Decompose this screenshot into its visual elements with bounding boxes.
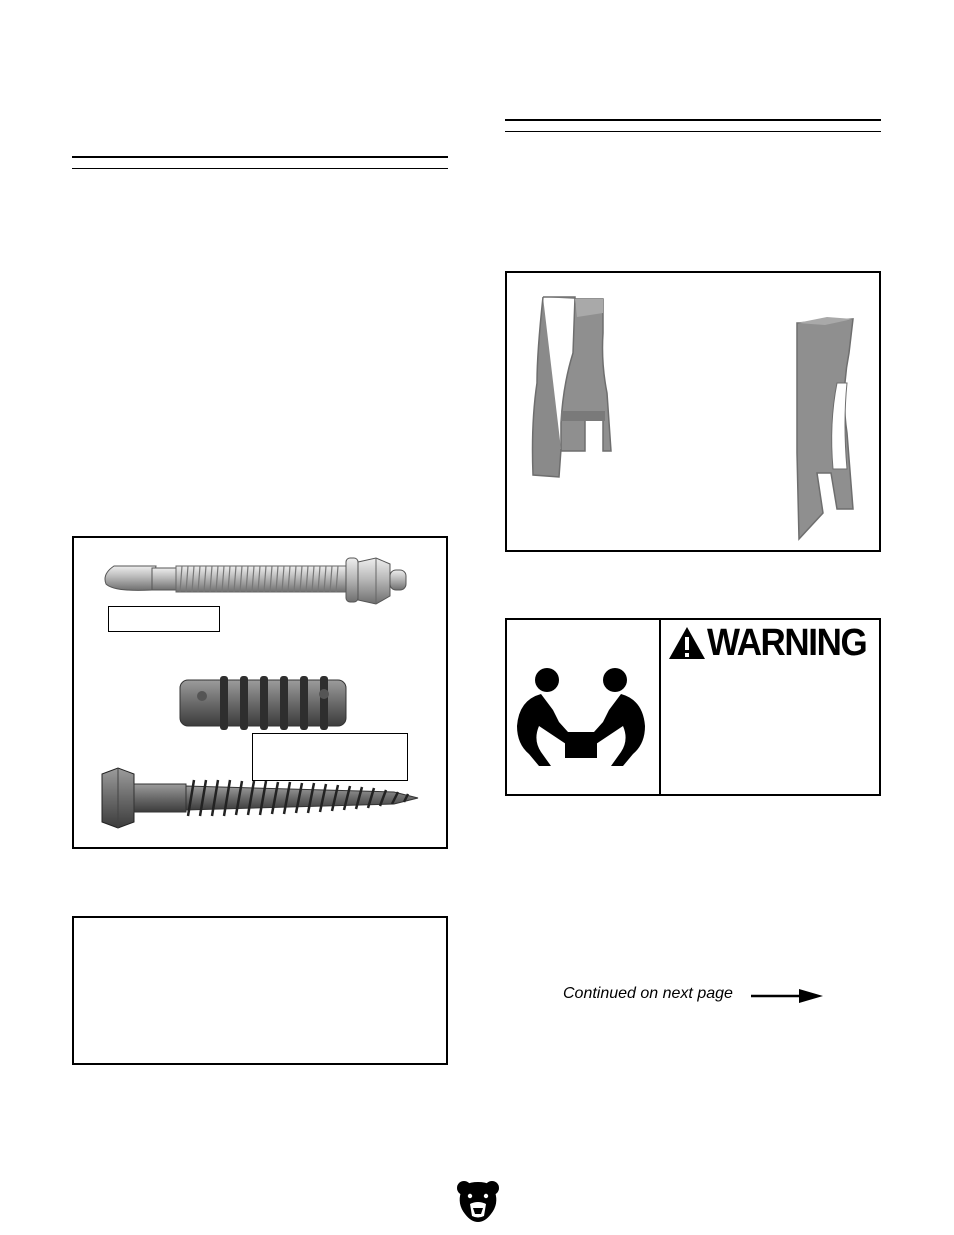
stand-legs-illustration — [507, 273, 879, 550]
fasteners-illustration — [74, 538, 446, 847]
two-person-lift-icon — [511, 666, 661, 786]
stand-leg-left-icon — [533, 297, 612, 477]
arrow-right-icon — [751, 988, 827, 1004]
bear-head-logo-icon — [455, 1178, 501, 1224]
continued-text: Continued on next page — [563, 985, 733, 1002]
warning-header — [667, 624, 880, 662]
wedge-anchor-label-box — [108, 606, 220, 632]
note-box — [72, 916, 448, 1065]
stand-leg-right-icon — [797, 317, 853, 539]
warning-heading: WARNING — [707, 622, 867, 664]
left-section-rule — [72, 156, 448, 169]
fasteners-figure — [72, 536, 448, 849]
stand-legs-figure — [505, 271, 881, 552]
right-section-rule — [505, 119, 881, 132]
warning-box — [505, 618, 881, 796]
lag-shield-label-box — [252, 733, 408, 781]
wedge-anchor-icon — [105, 558, 406, 604]
warning-triangle-icon — [667, 625, 707, 661]
lag-shield-anchor-icon — [180, 676, 346, 730]
warning-divider — [659, 620, 661, 794]
